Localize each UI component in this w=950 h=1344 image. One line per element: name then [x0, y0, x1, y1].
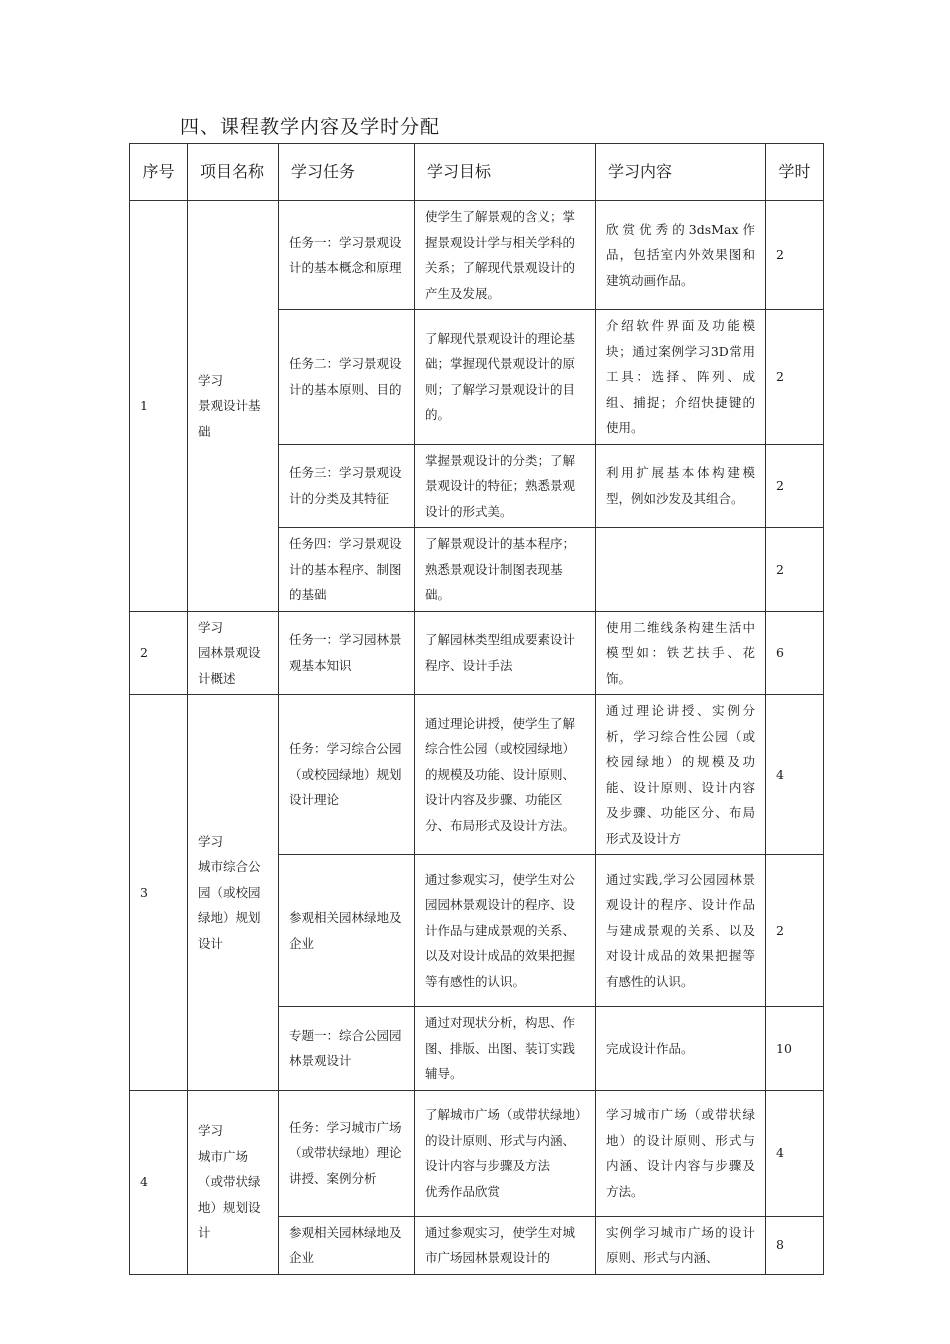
table-row [130, 611, 824, 695]
learning-content: 通过实践,学习公园园林景观设计的程序、设计作品与建成景观的关系、以及对设计成品的效果把握等有感性的认识。 [596, 855, 766, 1007]
learning-content: 学习城市广场（或带状绿地）的设计原则、形式与内涵、设计内容与步骤及方法。 [596, 1090, 766, 1216]
learning-task: 任务四：学习景观设计的基本程序、制图的基础 [279, 528, 415, 612]
learning-content [596, 528, 766, 612]
learning-task: 任务三：学习景观设计的分类及其特征 [279, 444, 415, 528]
course-content-table [129, 143, 824, 1275]
header-project-name: 项目名称 [188, 144, 279, 201]
class-hours: 8 [766, 1216, 824, 1274]
learning-task: 任务：学习综合公园（或校园绿地）规划设计理论 [279, 695, 415, 855]
learning-content: 介绍软件界面及功能模块；通过案例学习3D常用工具：选择、阵列、成组、捕捉；介绍快捷键的使用。 [596, 310, 766, 445]
project-name: 学习 景观设计基础 [188, 201, 279, 612]
learning-goal: 了解景观设计的基本程序；熟悉景观设计制图表现基础。 [415, 528, 596, 612]
learning-content: 通过理论讲授、实例分析，学习综合性公园（或校园绿地）的规模及功能、设计原则、设计内容及步骤、功能区分、布局形式及设计方 [596, 695, 766, 855]
project-name: 学习 城市广场（或带状绿地）规划设计 [188, 1090, 279, 1274]
section-title: 四、课程教学内容及学时分配 [180, 116, 441, 138]
table-body [130, 201, 824, 1275]
project-name: 学习 园林景观设计概述 [188, 611, 279, 695]
class-hours: 2 [766, 201, 824, 310]
learning-goal: 了解城市广场（或带状绿地）的设计原则、形式与内涵、设计内容与步骤及方法 优秀作品欣赏 [415, 1090, 596, 1216]
learning-task: 专题一：综合公园园林景观设计 [279, 1007, 415, 1091]
class-hours: 2 [766, 444, 824, 528]
table-header-row [130, 144, 824, 201]
learning-goal: 通过参观实习，使学生对城市广场园林景观设计的 [415, 1216, 596, 1274]
header-task: 学习任务 [279, 144, 415, 201]
class-hours: 2 [766, 528, 824, 612]
class-hours: 2 [766, 310, 824, 445]
class-hours: 2 [766, 855, 824, 1007]
table-row [130, 1090, 824, 1216]
learning-content: 欣赏优秀的3dsMax作品，包括室内外效果图和建筑动画作品。 [596, 201, 766, 310]
project-number: 3 [130, 695, 188, 1091]
class-hours: 6 [766, 611, 824, 695]
learning-content: 使用二维线条构建生活中模型如：铁艺扶手、花饰。 [596, 611, 766, 695]
project-number: 1 [130, 201, 188, 612]
learning-task: 任务一：学习园林景观基本知识 [279, 611, 415, 695]
header-content: 学习内容 [596, 144, 766, 201]
learning-goal: 使学生了解景观的含义；掌握景观设计学与相关学科的关系；了解现代景观设计的产生及发展。 [415, 201, 596, 310]
learning-goal: 通过对现状分析，构思、作图、排版、出图、装订实践辅导。 [415, 1007, 596, 1091]
header-hours: 学时 [766, 144, 824, 201]
project-name: 学习 城市综合公园（或校园绿地）规划设计 [188, 695, 279, 1091]
learning-task: 参观相关园林绿地及企业 [279, 855, 415, 1007]
learning-goal: 通过参观实习，使学生对公园园林景观设计的程序、设计作品与建成景观的关系、以及对设计成品的效果把握等有感性的认识。 [415, 855, 596, 1007]
header-goal: 学习目标 [415, 144, 596, 201]
learning-goal: 掌握景观设计的分类；了解景观设计的特征；熟悉景观设计的形式美。 [415, 444, 596, 528]
learning-goal: 了解现代景观设计的理论基础；掌握现代景观设计的原则；了解学习景观设计的目的。 [415, 310, 596, 445]
learning-goal: 通过理论讲授，使学生了解综合性公园（或校园绿地）的规模及功能、设计原则、设计内容及步骤、功能区分、布局形式及设计方法。 [415, 695, 596, 855]
project-number: 4 [130, 1090, 188, 1274]
learning-task: 任务二：学习景观设计的基本原则、目的 [279, 310, 415, 445]
class-hours: 10 [766, 1007, 824, 1091]
class-hours: 4 [766, 695, 824, 855]
learning-task: 任务一：学习景观设计的基本概念和原理 [279, 201, 415, 310]
learning-content: 实例学习城市广场的设计原则、形式与内涵、 [596, 1216, 766, 1274]
learning-content: 利用扩展基本体构建模型，例如沙发及其组合。 [596, 444, 766, 528]
project-number: 2 [130, 611, 188, 695]
learning-task: 参观相关园林绿地及企业 [279, 1216, 415, 1274]
learning-task: 任务：学习城市广场（或带状绿地）理论讲授、案例分析 [279, 1090, 415, 1216]
learning-goal: 了解园林类型组成要素设计程序、设计手法 [415, 611, 596, 695]
table-row [130, 201, 824, 310]
table-row [130, 695, 824, 855]
learning-content: 完成设计作品。 [596, 1007, 766, 1091]
header-no: 序号 [130, 144, 188, 201]
class-hours: 4 [766, 1090, 824, 1216]
